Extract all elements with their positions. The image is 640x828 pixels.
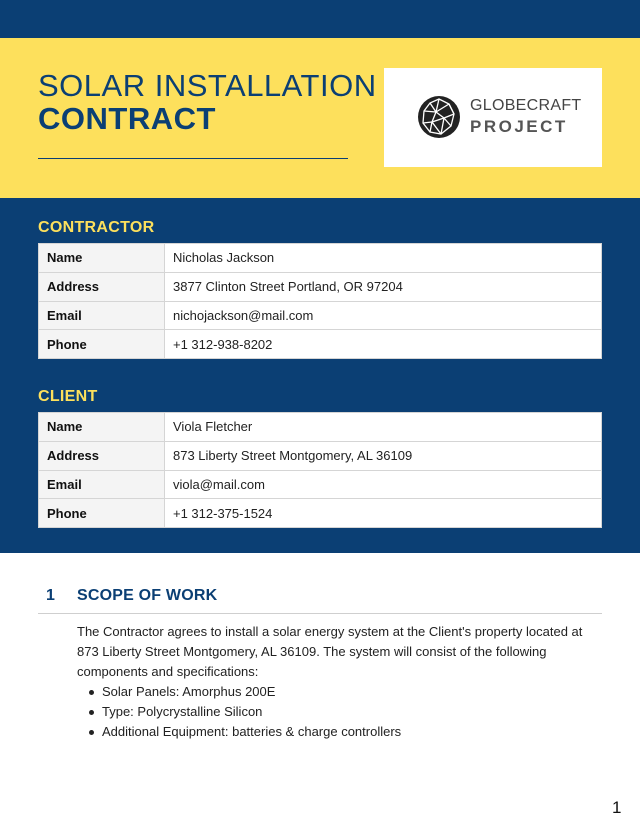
table-row [39,330,602,359]
contractor-table [38,243,602,359]
scope-paragraph: The Contractor agrees to install a solar energy system at the Client's property located at 873 Liberty Street Montgomery, AL 36109. The system will consist of the following components and specifications: [77,624,583,679]
section-divider [38,613,602,614]
row-label: Name [39,413,165,442]
row-label: Name [39,244,165,273]
row-label: Address [39,441,165,470]
client-heading: CLIENT [38,388,98,405]
title-divider [38,158,348,159]
client-table [38,412,602,528]
table-row [39,413,602,442]
company-logo [384,68,602,167]
row-value: 873 Liberty Street Montgomery, AL 36109 [165,441,602,470]
row-label: Phone [39,499,165,528]
table-row [39,272,602,301]
row-value: Viola Fletcher [165,413,602,442]
list-item: Additional Equipment: batteries & charge controllers [77,722,597,742]
list-item: Type: Polycrystalline Silicon [77,702,597,722]
component-list [77,682,597,742]
page-title-line1: SOLAR INSTALLATION [38,68,377,103]
row-label: Email [39,301,165,330]
row-label: Address [39,272,165,301]
section-number: 1 [46,587,55,604]
row-value: +1 312-375-1524 [165,499,602,528]
row-value: Nicholas Jackson [165,244,602,273]
table-row [39,441,602,470]
table-row [39,499,602,528]
section-title: SCOPE OF WORK [77,587,218,604]
row-value: nichojackson@mail.com [165,301,602,330]
contractor-heading: CONTRACTOR [38,219,155,236]
row-value: 3877 Clinton Street Portland, OR 97204 [165,272,602,301]
page-title-line2: CONTRACT [38,101,216,136]
table-row [39,301,602,330]
logo-name-top: GLOBECRAFT [470,97,582,114]
row-label: Phone [39,330,165,359]
row-value: viola@mail.com [165,470,602,499]
row-value: +1 312-938-8202 [165,330,602,359]
list-item: Solar Panels: Amorphus 200E [77,682,597,702]
page-number: 1 [612,798,622,817]
logo-name-bottom: PROJECT [470,117,568,136]
geodesic-globe-icon [416,94,462,140]
row-label: Email [39,470,165,499]
table-row [39,244,602,273]
table-row [39,470,602,499]
top-bar [0,0,640,38]
